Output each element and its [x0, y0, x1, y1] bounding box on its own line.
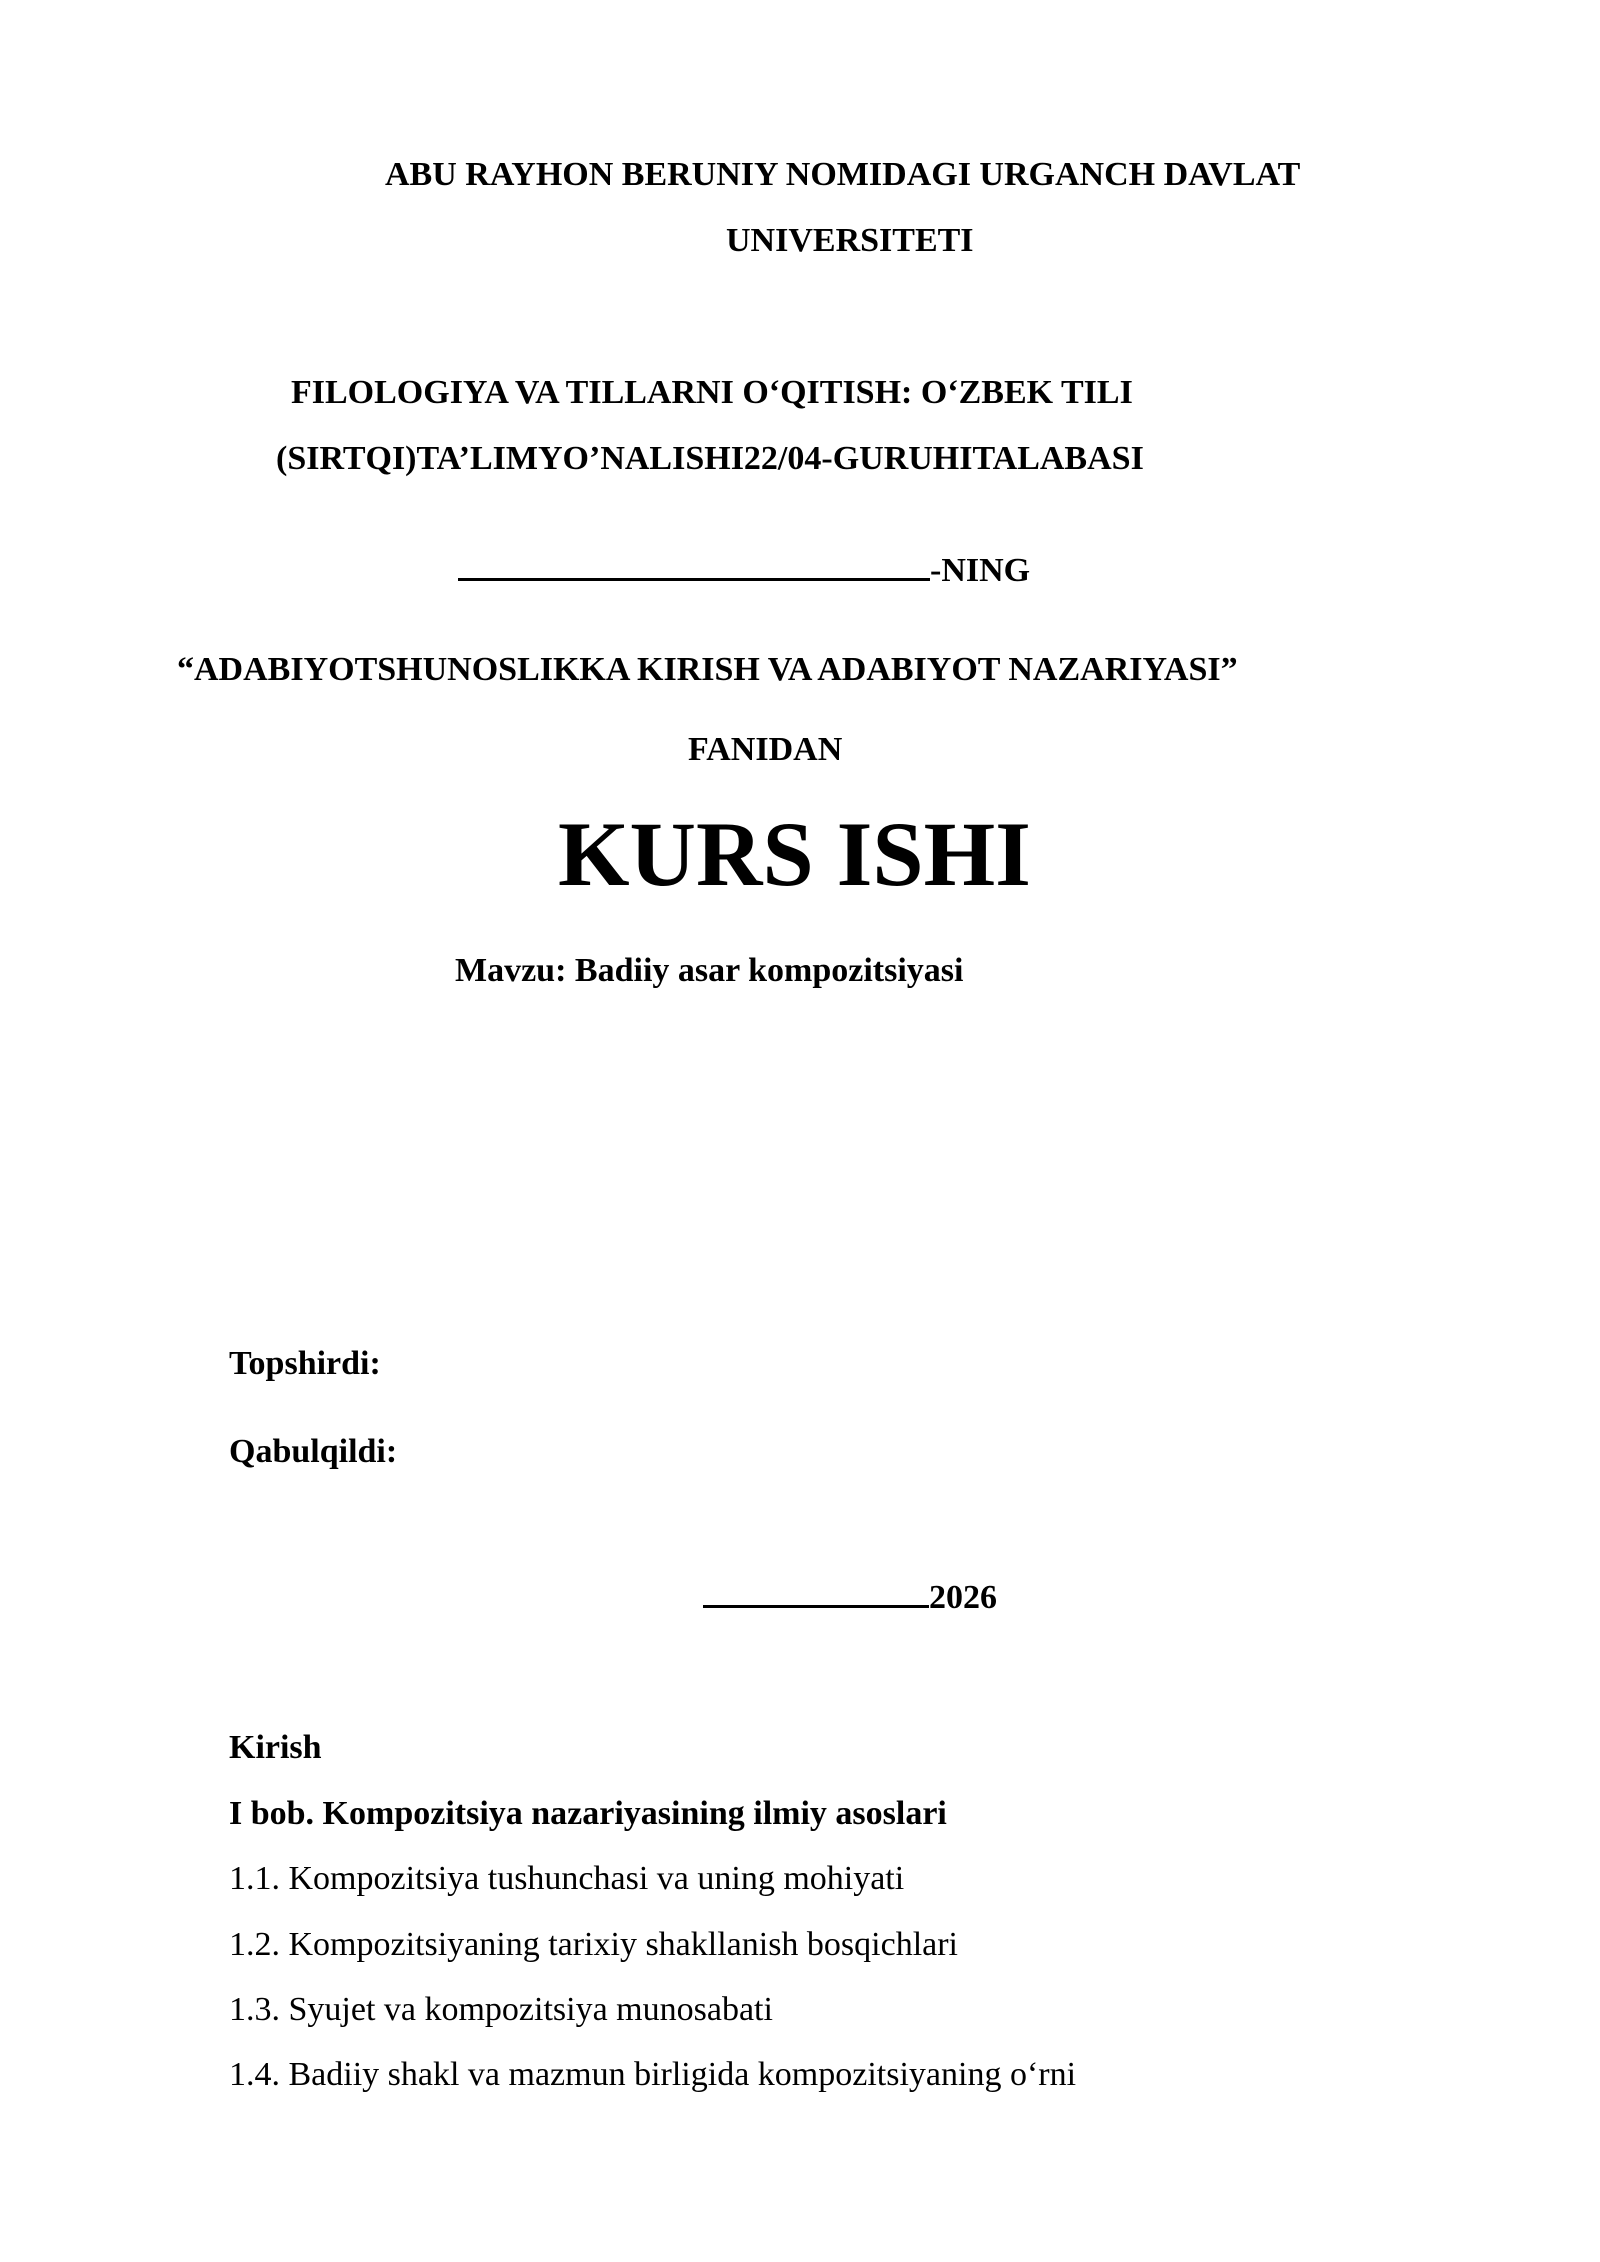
contents-item: 1.2. Kompozitsiyaning tarixiy shakllanish bosqichlari	[229, 1926, 959, 1963]
topic: Mavzu: Badiiy asar kompozitsiyasi	[455, 952, 964, 989]
contents-chapter1: I bob. Kompozitsiya nazariyasining ilmiy asoslari	[229, 1795, 947, 1832]
contents-item: 1.1. Kompozitsiya tushunchasi va uning mohiyati	[229, 1860, 905, 1897]
document-title: KURS ISHI	[558, 803, 1031, 905]
accepted-by-label: Qabulqildi:	[229, 1433, 398, 1470]
student-name-blank	[458, 550, 930, 581]
subject-name: “ADABIYOTSHUNOSLIKKA KIRISH VA ADABIYOT NAZARIYASI”	[177, 651, 1238, 688]
student-name-line	[458, 550, 1030, 588]
student-name-suffix: -NING	[930, 552, 1031, 589]
year-line	[703, 1577, 997, 1615]
direction-line2: (SIRTQI)TA’LIMYO’NALISHI22/04-GURUHITALABASI	[276, 440, 1144, 477]
subject-fanidan: FANIDAN	[688, 731, 843, 768]
university-name-line2: UNIVERSITETI	[726, 222, 974, 259]
year-blank	[703, 1577, 929, 1608]
contents-item: 1.4. Badiiy shakl va mazmun birligida kompozitsiyaning o‘rni	[229, 2056, 1077, 2093]
university-name-line1: ABU RAYHON BERUNIY NOMIDAGI URGANCH DAVLAT	[385, 156, 1301, 193]
contents-intro: Kirish	[229, 1729, 322, 1766]
contents-item: 1.3. Syujet va kompozitsiya munosabati	[229, 1991, 773, 2028]
direction-line1: FILOLOGIYA VA TILLARNI O‘QITISH: O‘ZBEK TILI	[291, 374, 1133, 411]
submitted-by-label: Topshirdi:	[229, 1345, 381, 1382]
year: 2026	[929, 1579, 997, 1616]
